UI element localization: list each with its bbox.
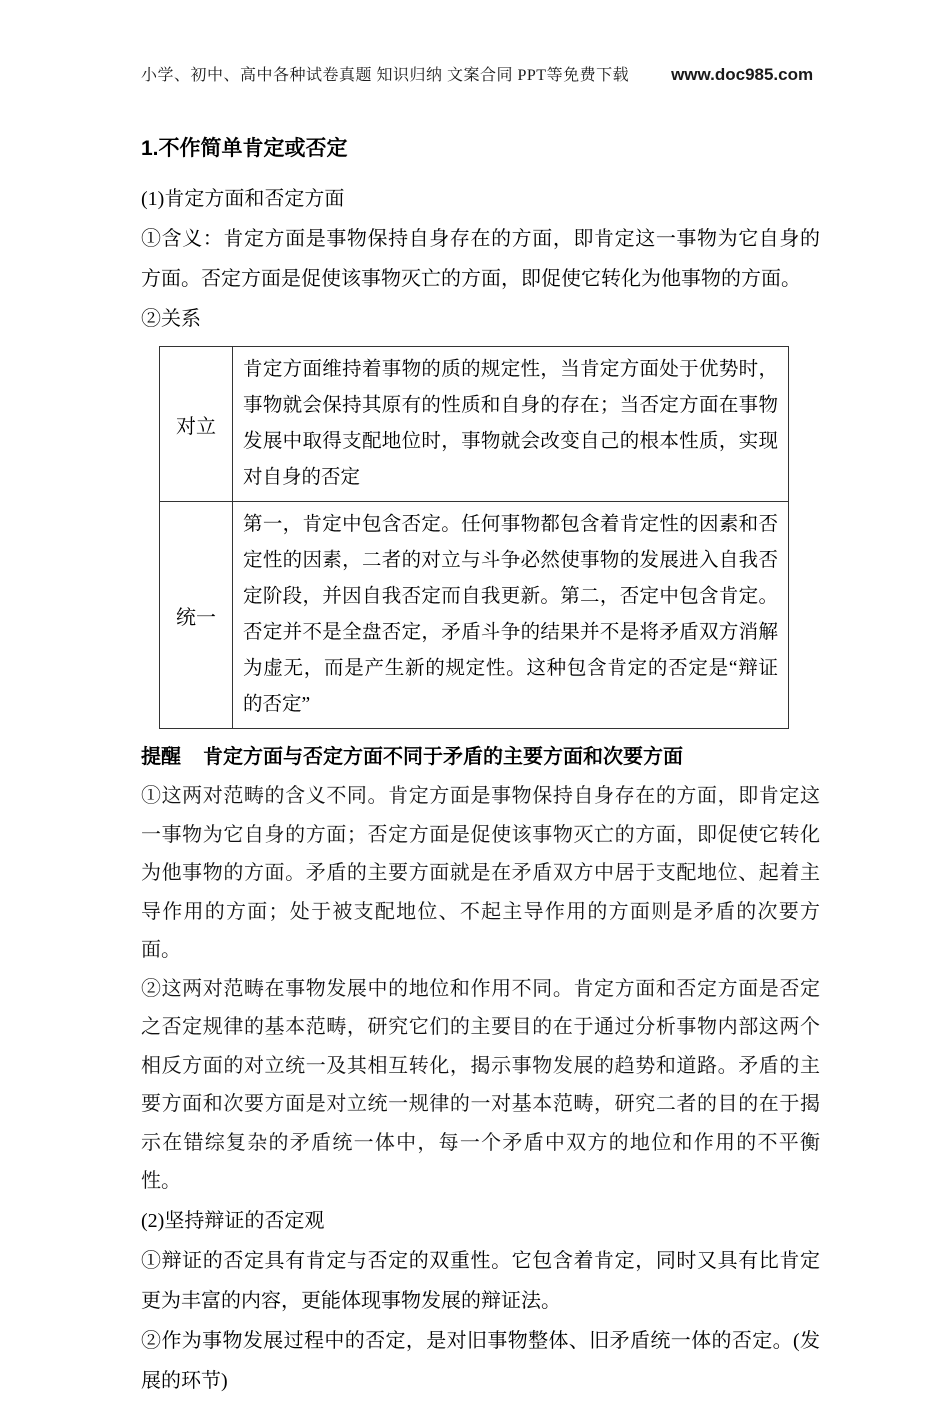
- header-tagline: 小学、初中、高中各种试卷真题 知识归纳 文案合同 PPT等免费下载: [141, 67, 630, 84]
- reminder-label: 提醒: [141, 746, 181, 768]
- section-heading: 1.不作简单肯定或否定: [141, 137, 348, 160]
- row-label-opposition: 对立: [160, 347, 233, 502]
- subheading-dialectical-negation: (2)坚持辩证的否定观: [141, 1209, 325, 1232]
- relation-table: [159, 346, 789, 729]
- reminder-title: 肯定方面与否定方面不同于矛盾的主要方面和次要方面: [203, 746, 683, 768]
- reminder-point-1: ①这两对范畴的含义不同。肯定方面是事物保持自身存在的方面，即肯定这一事物为它自身的方面；否定方面是促使该事物灭亡的方面，即促使它转化为他事物的方面。矛盾的主要方面就是在矛盾双方中居于支配地位、起着主导作用的方面；处于被支配地位、不起主导作用的方面则是矛盾的次要方面。: [141, 785, 820, 961]
- para-meaning: ①含义：肯定方面是事物保持自身存在的方面，即肯定这一事物为它自身的方面。否定方面是促使该事物灭亡的方面，即促使它转化为他事物的方面。: [141, 228, 820, 290]
- site-header: [141, 62, 820, 85]
- site-url[interactable]: www.doc985.com: [671, 65, 814, 84]
- subheading-affirm-negate: (1)肯定方面和否定方面: [141, 188, 345, 210]
- row-text-unity: 第一，肯定中包含否定。任何事物都包含着肯定性的因素和否定性的因素，二者的对立与斗争必然使事物的发展进入自我否定阶段，并因自我否定而自我更新。第二，否定中包含肯定。否定并不是全盘否定，矛盾斗争的结果并不是将矛盾双方消解为虚无，而是产生新的规定性。这种包含肯定的否定是“辩证的否定”: [233, 502, 789, 729]
- para-dialectical-1: ①辩证的否定具有肯定与否定的双重性。它包含着肯定，同时又具有比肯定更为丰富的内容，更能体现事物发展的辩证法。: [141, 1249, 820, 1312]
- para-relation-label: ②关系: [141, 308, 201, 330]
- reminder-line: [141, 737, 820, 777]
- row-text-opposition: 肯定方面维持着事物的质的规定性，当肯定方面处于优势时，事物就会保持其原有的性质和自身的存在；当否定方面在事物发展中取得支配地位时，事物就会改变自己的根本性质，实现对自身的否定: [233, 347, 789, 502]
- table-row-opposition: [160, 347, 789, 502]
- para-dialectical-2: ②作为事物发展过程中的否定，是对旧事物整体、旧矛盾统一体的否定。(发展的环节): [141, 1329, 820, 1392]
- table-row-unity: [160, 502, 789, 729]
- reminder-point-2: ②这两对范畴在事物发展中的地位和作用不同。肯定方面和否定方面是否定之否定规律的基本范畴，研究它们的主要目的在于通过分析事物内部这两个相反方面的对立统一及其相互转化，揭示事物发展的趋势和道路。矛盾的主要方面和次要方面是对立统一规律的一对基本范畴，研究二者的目的在于揭示在错综复杂的矛盾统一体中，每一个矛盾中双方的地位和作用的不平衡性。: [141, 977, 820, 1192]
- row-label-unity: 统一: [160, 502, 233, 729]
